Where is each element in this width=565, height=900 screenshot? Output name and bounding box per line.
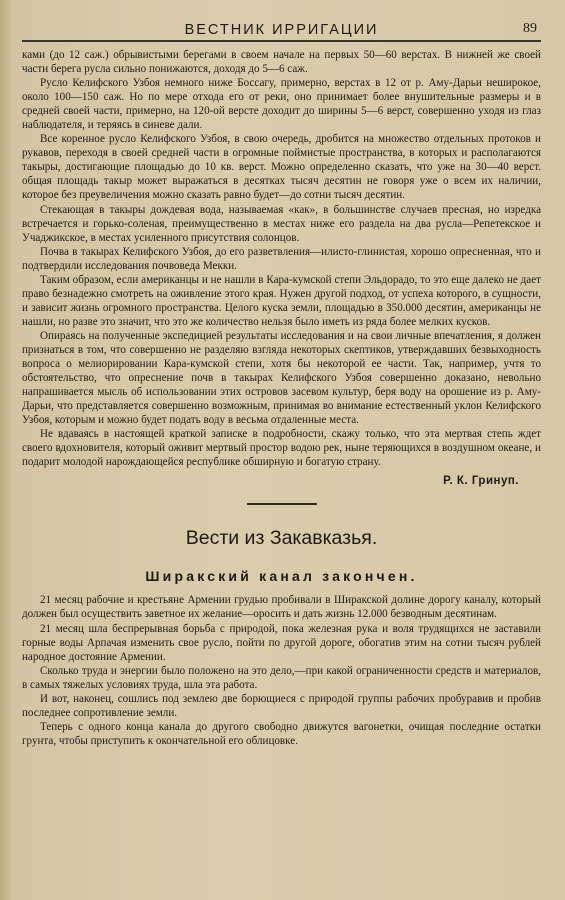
page-number: 89	[523, 21, 537, 36]
paragraph: Теперь с одного конца канала до другого свободно движутся вагонетки, очищая последние остатки грунта, чтобы приступить к окончательной его облицовке.	[22, 720, 541, 747]
running-title: ВЕСТНИК ИРРИГАЦИИ	[184, 22, 379, 38]
paragraph: Почва в такырах Келифского Узбоя, до его разветвления—илисто-глинистая, хорошо опресненная, что и подтвердили исследования почвоведа Мекки.	[22, 245, 541, 272]
author-signature: Р. К. Гринуп.	[443, 475, 519, 488]
paragraph: Стекающая в такыры дождевая вода, называемая «как», в большинстве случаев пресная, но изредка встречается и горько-соленая, преимущественно в местах ниже его раздела на два русла—Репетекское и Учаджикское, в местах усиленного присутствия солонцов.	[22, 203, 541, 244]
paragraph: ками (до 12 саж.) обрывистыми берегами в своем начале на первых 50—60 верстах. В нижней же своей части берега русла сильно понижаются, доходя до 5—6 саж.	[22, 49, 541, 76]
article-title: Ширакский канал закончен.	[145, 568, 418, 585]
paragraph: Сколько труда и энергии было положено на это дело,—при какой ограниченности средств и материалов, в самых тяжелых условиях труда, шла эта работа.	[22, 664, 541, 691]
paragraph: Все коренное русло Келифского Узбоя, в свою очередь, дробится на множество отдельных протоков и рукавов, переходя в своей средней части в огромные поймистые пространства, в которых и располагаются такыры, достигающие площадью до 10 кв. верст. Можно определенно сказать, что уже на 30—40 верст. общая площадь такыр может выражаться в десятках тысяч десятин не говоря уже о всем их наличии, которое без преувеличения можно сказать равно будет—до сотни тысяч десятин.	[22, 133, 541, 202]
paragraph: 21 месяц рабочие и крестьяне Армении грудью пробивали в Ширакской долине дорогу каналу, который должен был осуществить заветное их желание—оросить и дать жизнь 12.000 безводным десятинам.	[22, 594, 541, 621]
paragraph: Не вдаваясь в настоящей краткой записке в подробности, скажу только, что эта мертвая степь ждет своего вдохновителя, который оживит мертвый простор водою рек, ныне теряющихся в воздушном океане, и подарит молодой нарождающейся республике обширную и богатую страну.	[22, 428, 541, 469]
paragraph: Таким образом, если американцы и не нашли в Кара-кумской степи Эльдорадо, то это еще далеко не дает право безнадежно смотреть на оживление этого края. Нужен другой подход, от успеха которого, в сущности, и зависит жизнь огромного пространства. Целого куска земли, площадью в 350.000 десятин, американцы не нашли, но разве это значит, что это же количество нельзя было иметь из ряда более мелких кусков.	[22, 273, 541, 328]
article-2-body	[22, 593, 541, 748]
paragraph: Русло Келифского Узбоя немного ниже Боссагу, примерно, верстах в 12 от р. Аму-Дарьи неширокое, около 100—150 саж. Но по мере отхода его от реки, оно принимает более внушительные размеры и в средней своей части, примерно, на 120-ой версте доходит до ширины 5—6 верст, совершенно уходя из глаз наблюдателя, и теряясь в синеве дали.	[22, 77, 541, 132]
paragraph: Опираясь на полученные экспедицией результаты исследования и на свои личные впечатления, я должен признаться в том, что совершенно не разделяю взгляда некоторых скептиков, утверждавших безвыходность вопроса о мелиорировании Кара-кумской степи, хотя бы некоторой ее части. Так, например, учтя то обстоятельство, что опреснение почв в такырах Келифского Узбоя совершенно доказано, невольно напрашивается мысль об использовании этих островов засевом культур, беря воду на орошение из р. Аму-Дарьи, что представляется совершенно возможным, принимая во внимание естественный уклон Келифского Узбоя, которым и можно будет подать воду в весьма отдаленные места.	[22, 329, 541, 427]
section-divider	[247, 503, 317, 505]
section-title: Вести из Закавказья.	[185, 527, 378, 550]
article-1-body	[22, 48, 541, 469]
page-header	[22, 0, 541, 42]
paragraph: И вот, наконец, сошлись под землею две борющиеся с природой группы рабочих пробуравив и пробив последнее сопротивление земли.	[22, 692, 541, 719]
paragraph: 21 месяц шла беспрерывная борьба с природой, пока железная рука и воля трудящихся не заставили горные воды Арпачая изменить свое русло, пойти по другой дороге, обогатив этим на сотни тысяч рублей народное достояние Армении.	[22, 622, 541, 663]
